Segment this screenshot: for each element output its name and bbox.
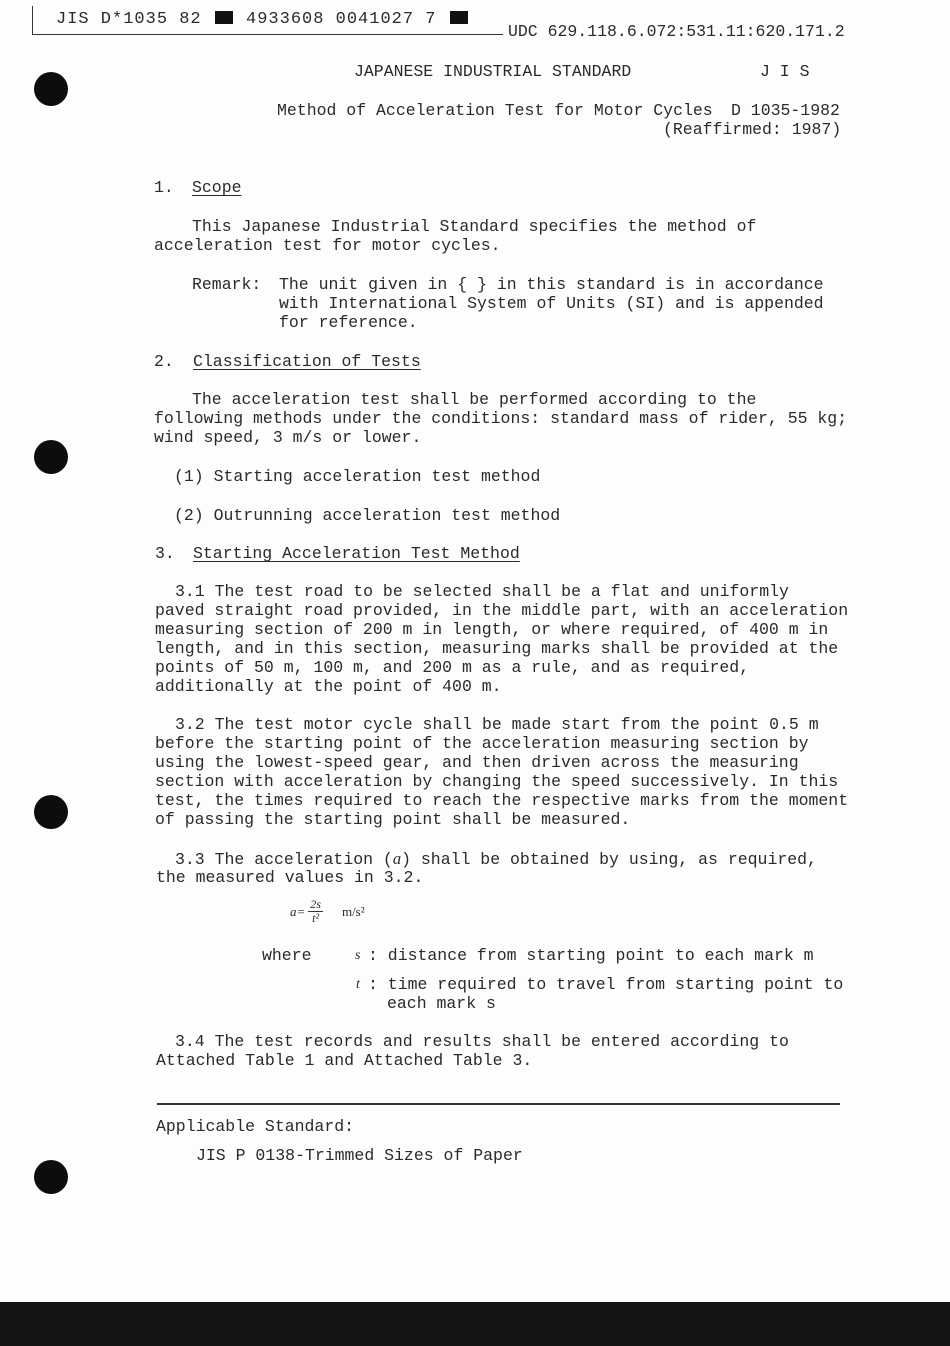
list-item: (1) Starting acceleration test method (174, 467, 541, 486)
clause-3-1-line: 3.1 The test road to be selected shall be a flat and uniformly (175, 582, 789, 601)
formula-fraction (308, 898, 323, 925)
scan-shadow (0, 1302, 950, 1346)
jis-mark: J I S (760, 62, 810, 81)
section-1-heading: Scope (192, 178, 242, 197)
document-code (56, 10, 470, 29)
remark-line: for reference. (279, 313, 418, 332)
punch-hole-4 (34, 1160, 68, 1194)
code-middle: 4933608 0041027 7 (246, 10, 437, 29)
clause-3-1-line: measuring section of 200 m in length, or where required, of 400 m in (155, 620, 829, 639)
clause-3-1-line: additionally at the point of 400 m. (155, 677, 502, 696)
section-1-para-line: acceleration test for motor cycles. (154, 236, 501, 255)
section-2-para-line: wind speed, 3 m/s or lower. (154, 428, 422, 447)
applicable-standard-item: JIS P 0138-Trimmed Sizes of Paper (196, 1146, 523, 1165)
formula-numerator: 2s (310, 897, 321, 911)
clause-3-2-line: before the starting point of the acceleration measuring section by (155, 734, 809, 753)
clause-3-2-line: 3.2 The test motor cycle shall be made start from the point 0.5 m (175, 715, 819, 734)
s-symbol: s (355, 948, 361, 963)
section-2-para-line: The acceleration test shall be performed according to the (192, 390, 757, 409)
footer-divider (157, 1103, 840, 1105)
applicable-standard-label: Applicable Standard: (156, 1117, 355, 1136)
formula-denominator: t² (312, 911, 320, 925)
standard-name: JAPANESE INDUSTRIAL STANDARD (354, 62, 632, 81)
s-definition: : distance from starting point to each mark m (368, 946, 814, 965)
where-label: where (262, 946, 312, 965)
clause-3-3-line: the measured values in 3.2. (156, 868, 424, 887)
acceleration-symbol: a (392, 849, 402, 868)
section-2-para-line: following methods under the conditions: standard mass of rider, 55 kg; (154, 409, 848, 428)
clause-3-4-line: 3.4 The test records and results shall be entered according to (175, 1032, 789, 1051)
document-title: Method of Acceleration Test for Motor Cycles (277, 101, 713, 120)
black-block-mark (215, 11, 233, 24)
black-block-mark (450, 11, 468, 24)
clause-3-3-text: 3.3 The acceleration ( (175, 850, 393, 869)
section-3-number: 3. (155, 544, 175, 563)
clause-3-2-line: test, the times required to reach the respective marks from the moment (155, 791, 849, 810)
punch-hole-3 (34, 795, 68, 829)
remark-line: with International System of Units (SI) and is appended (279, 294, 824, 313)
formula-unit: m/s² (341, 903, 365, 919)
section-1-para-line: This Japanese Industrial Standard specifies the method of (192, 217, 757, 236)
section-3-heading: Starting Acceleration Test Method (193, 544, 520, 563)
udc-code: UDC 629.118.6.072:531.11:620.171.2 (508, 22, 845, 41)
t-definition: each mark s (387, 994, 496, 1013)
clause-3-2-line: of passing the starting point shall be measured. (155, 810, 631, 829)
clause-3-2-line: section with acceleration by changing the speed successively. In this (155, 772, 839, 791)
remark-label: Remark: (192, 275, 262, 294)
clause-3-3-text: ) shall be obtained by using, as required, (401, 850, 817, 869)
list-item: (2) Outrunning acceleration test method (174, 506, 561, 525)
t-symbol: t (356, 977, 360, 992)
acceleration-formula (290, 898, 365, 925)
code-prefix: JIS D*1035 82 (56, 10, 202, 29)
formula-lhs: a= (290, 903, 306, 919)
section-2-heading: Classification of Tests (193, 352, 421, 371)
clause-3-3-line (175, 849, 817, 869)
t-definition: : time required to travel from starting point to (368, 975, 844, 994)
clause-3-1-line: points of 50 m, 100 m, and 200 m as a rule, and as required, (155, 658, 750, 677)
punch-hole-2 (34, 440, 68, 474)
clause-3-1-line: paved straight road provided, in the middle part, with an acceleration (155, 601, 849, 620)
page-left-margin (0, 0, 28, 1302)
clause-3-2-line: using the lowest-speed gear, and then driven across the measuring (155, 753, 799, 772)
reaffirmed-date: (Reaffirmed: 1987) (663, 120, 842, 139)
section-1-number: 1. (154, 178, 174, 197)
clause-3-1-line: length, and in this section, measuring marks shall be provided at the (155, 639, 839, 658)
standard-number: D 1035-1982 (731, 101, 840, 120)
remark-line: The unit given in { } in this standard is in accordance (279, 275, 824, 294)
clause-3-4-line: Attached Table 1 and Attached Table 3. (156, 1051, 533, 1070)
section-2-number: 2. (154, 352, 174, 371)
punch-hole-1 (34, 72, 68, 106)
